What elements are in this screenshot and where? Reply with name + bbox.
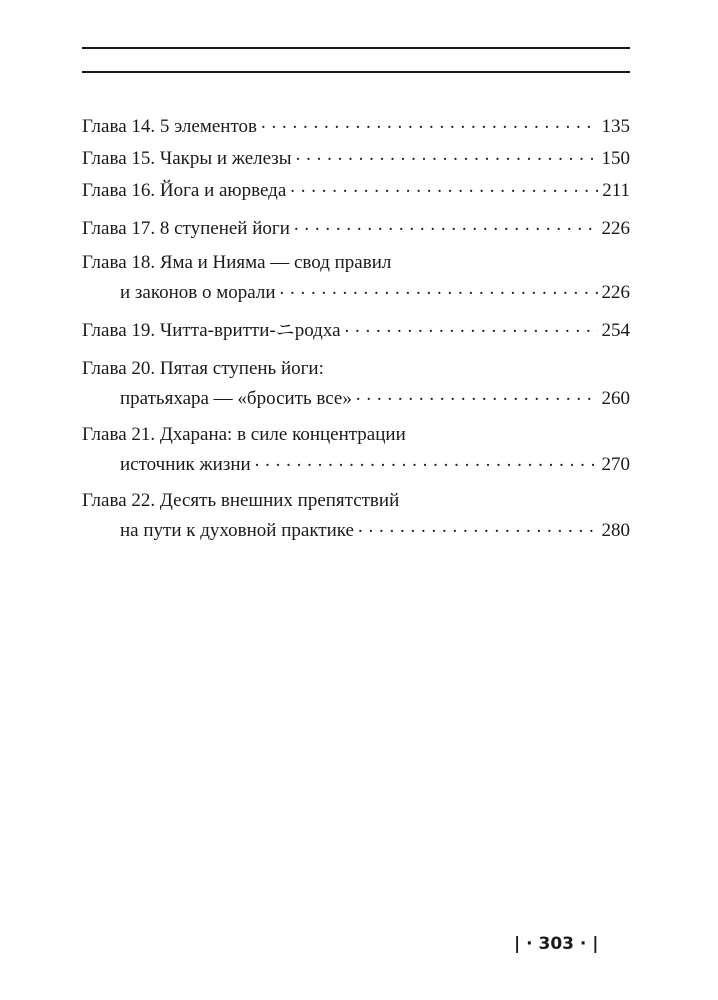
toc-entry-page: 260 [601,388,630,409]
toc-entry-title: Глава 19. Читта-вритти-ニродха [82,320,341,341]
toc-entry-page: 150 [601,148,630,169]
toc-entry-title: Глава 20. Пятая ступень йоги: [82,358,324,379]
dot-leader [294,210,598,240]
second-rule [82,71,630,73]
top-rule [82,47,630,49]
toc-entry-chapter-15[interactable] [82,144,630,174]
toc-entry-chapter-22[interactable] [82,486,630,546]
toc-entry-chapter-17[interactable] [82,214,630,244]
toc-entry-title: Глава 14. 5 элементов [82,116,257,137]
dot-leader [280,274,598,304]
toc-entry-title: Глава 18. Яма и Нияма — свод правил [82,252,392,273]
dot-leader [255,446,598,476]
dot-leader [358,512,598,542]
toc-entry-page: 211 [602,180,630,201]
toc-entry-page: 226 [601,282,630,303]
dot-leader [356,380,598,410]
toc-entry-chapter-16[interactable] [82,176,630,206]
toc-entry-page: 254 [601,320,630,341]
dot-leader [296,140,598,170]
toc-entry-title: Глава 16. Йога и аюрведа [82,180,287,201]
toc-entry-chapter-21[interactable] [82,420,630,480]
toc-entry-title: Глава 15. Чакры и железы [82,148,292,169]
table-of-contents [82,112,630,546]
toc-entry-chapter-14[interactable] [82,112,630,142]
toc-entry-chapter-19[interactable] [82,316,630,346]
toc-entry-title: Глава 22. Десять внешних препятствий [82,490,400,511]
toc-entry-title-continuation: и законов о морали [120,282,276,303]
dot-leader [345,312,598,342]
toc-entry-title: Глава 21. Дхарана: в силе концентрации [82,424,406,445]
toc-entry-chapter-20[interactable] [82,354,630,414]
toc-entry-chapter-18[interactable] [82,248,630,308]
toc-entry-page: 226 [601,218,630,239]
dot-leader [290,172,598,202]
toc-entry-title-continuation: пратьяхара — «бросить все» [120,388,352,409]
toc-entry-page: 270 [601,454,630,475]
toc-entry-title-continuation: на пути к духовной практике [120,520,354,541]
dot-leader [261,108,598,138]
toc-entry-page: 280 [601,520,630,541]
toc-entry-page: 135 [601,116,630,137]
toc-entry-title: Глава 17. 8 ступеней йоги [82,218,290,239]
page-number-folio: | · 303 · | [514,934,599,954]
toc-entry-title-continuation: источник жизни [120,454,251,475]
